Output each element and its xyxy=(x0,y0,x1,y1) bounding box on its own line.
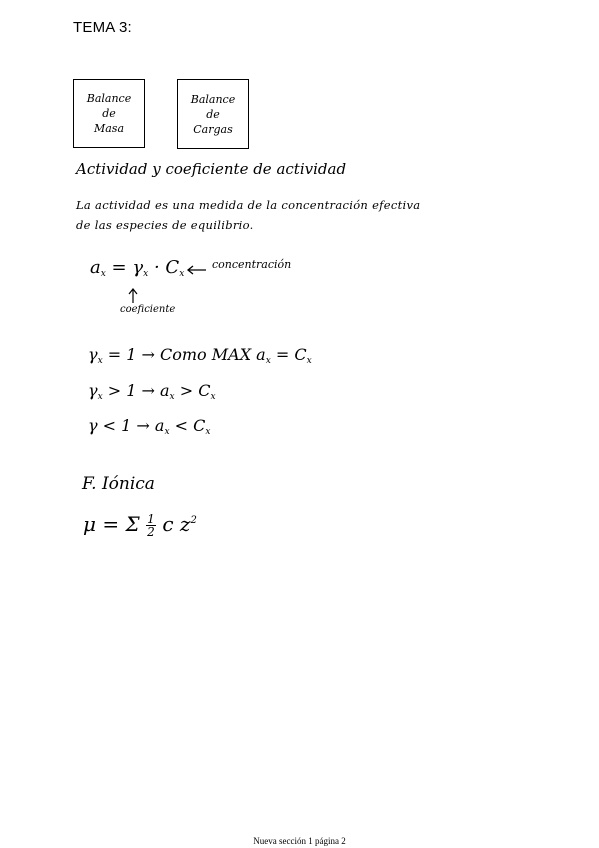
subscript: x xyxy=(100,269,106,279)
box-line: de xyxy=(102,107,116,120)
activity-symbol: a xyxy=(90,257,101,278)
subscript: x xyxy=(97,392,103,402)
case-less-one xyxy=(88,416,210,437)
mu-symbol: μ xyxy=(83,512,96,536)
subscript: x xyxy=(143,269,149,279)
activity-symbol: a xyxy=(154,416,165,435)
page-title: TEMA 3: xyxy=(73,19,132,36)
subscript: x xyxy=(164,427,170,437)
charge-symbol: z xyxy=(179,512,191,536)
exponent: 2 xyxy=(190,515,197,526)
subscript: x xyxy=(97,356,103,366)
case-relation: > 1 → xyxy=(107,381,155,400)
paragraph-line-2: de las especies de equilibrio. xyxy=(76,218,254,232)
fraction-numerator: 1 xyxy=(147,512,155,526)
subscript: x xyxy=(205,427,211,437)
gamma-symbol: γ xyxy=(88,381,98,400)
paragraph-line-1: La actividad es una medida de la concentración efectiva xyxy=(76,198,421,212)
box-balance-cargas xyxy=(177,79,249,149)
gamma-symbol: γ xyxy=(88,416,98,435)
section-heading: Actividad y coeficiente de actividad xyxy=(76,160,347,178)
left-arrow-icon xyxy=(186,266,208,274)
ionic-strength-label: F. Iónica xyxy=(82,474,155,494)
box-line: Cargas xyxy=(193,122,233,136)
case-result: = C xyxy=(275,345,307,364)
case-relation: = 1 → Como MAX xyxy=(107,345,252,364)
case-relation: < 1 → xyxy=(102,416,150,435)
gamma-symbol: γ xyxy=(88,345,98,364)
concentration-symbol: C xyxy=(165,257,180,278)
up-arrow-icon xyxy=(129,288,137,304)
box-line: Masa xyxy=(93,122,125,135)
subscript: x xyxy=(169,392,175,402)
sum-symbol: Σ xyxy=(125,512,140,536)
box-balance-masa xyxy=(73,79,145,148)
case-greater-one xyxy=(88,381,216,402)
equals-sign: = xyxy=(111,257,127,278)
activity-equation xyxy=(90,257,184,279)
subscript: x xyxy=(179,269,185,279)
ionic-strength-equation xyxy=(83,512,197,538)
activity-symbol: a xyxy=(256,345,266,364)
subscript: x xyxy=(210,392,216,402)
box-line: Balance xyxy=(190,92,236,106)
fraction-one-half xyxy=(146,513,156,538)
subscript: x xyxy=(265,356,271,366)
gamma-symbol: γ xyxy=(132,257,144,278)
box-line: de xyxy=(206,107,220,121)
fraction-denominator: 2 xyxy=(147,525,155,539)
box-line: Balance xyxy=(86,92,132,105)
subscript: x xyxy=(306,356,312,366)
coefficient-annotation: coeficiente xyxy=(120,304,176,315)
concentration-symbol: c xyxy=(162,512,174,536)
dot-operator: · xyxy=(153,257,160,278)
activity-symbol: a xyxy=(160,381,170,400)
concentration-annotation: concentración xyxy=(212,258,292,271)
case-result: > C xyxy=(179,381,211,400)
case-equal-one xyxy=(88,345,312,366)
case-result: < C xyxy=(174,416,206,435)
page-footer: Nueva sección 1 página 2 xyxy=(253,836,346,846)
equals-sign: = xyxy=(102,512,120,536)
